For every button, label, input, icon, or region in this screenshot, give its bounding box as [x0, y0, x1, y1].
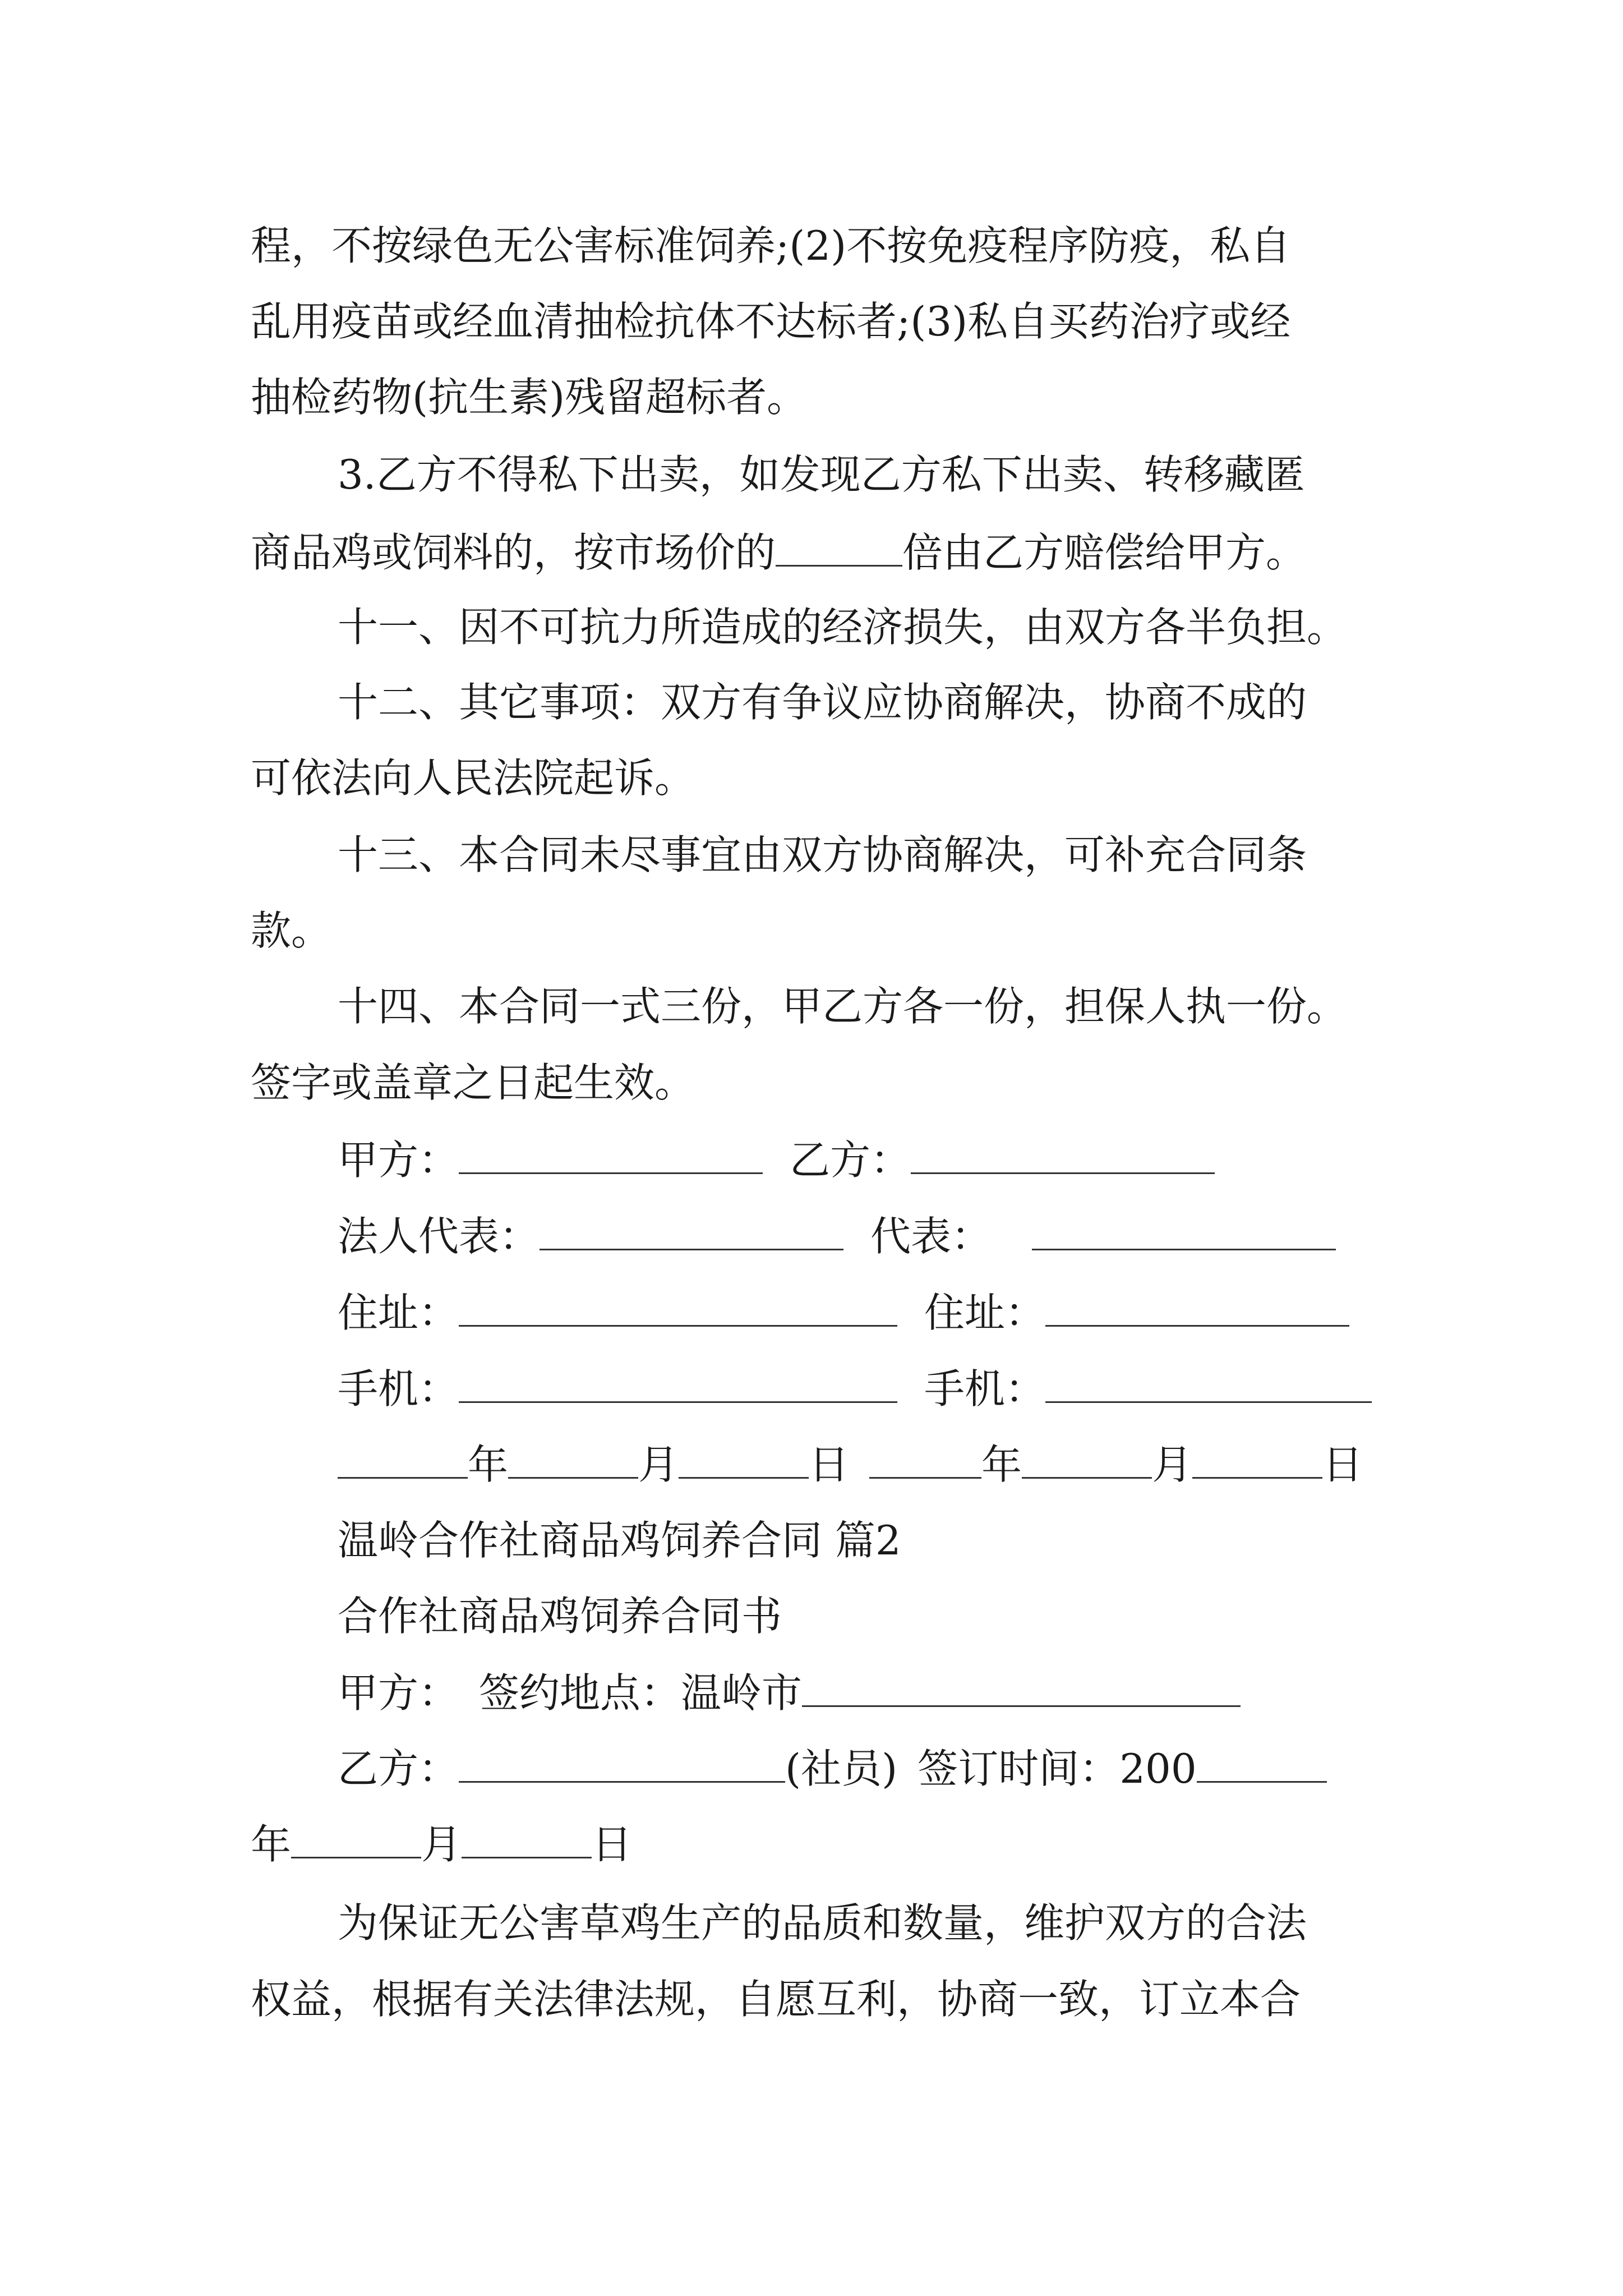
party-a-label: 甲方：: [338, 1669, 459, 1717]
year-label: 年: [251, 1821, 292, 1868]
party-b-label: 乙方：: [338, 1745, 459, 1792]
text-line: 程，不按绿色无公害标准饲养;(2)不按免疫程序防疫，私自: [251, 222, 1291, 269]
text-line: 抽检药物(抗生素)残留超标者。: [251, 374, 808, 421]
text-line: 可依法向人民法院起诉。: [251, 754, 695, 802]
month-blank: [291, 1818, 421, 1858]
text-line: 十二、其它事项：双方有争议应协商解决，协商不成的: [338, 679, 1307, 726]
signature-row: [338, 1133, 1215, 1185]
legal-rep-label: 法人代表：: [338, 1213, 540, 1260]
year-blank: [1197, 1742, 1327, 1783]
address-a-label: 住址：: [338, 1289, 459, 1336]
party-a-label: 甲方：: [338, 1137, 459, 1184]
month-b-blank: [1022, 1438, 1152, 1479]
phone-a-label: 手机：: [338, 1365, 459, 1412]
day-label: 日: [592, 1821, 633, 1868]
date-row: [338, 1438, 1363, 1489]
month-a-label: 月: [638, 1441, 679, 1488]
place-blank: [802, 1666, 1241, 1707]
year-a-blank: [338, 1438, 468, 1479]
party-b-blank: [459, 1742, 785, 1783]
year-a-label: 年: [468, 1441, 509, 1488]
signature-row: [338, 1286, 1349, 1337]
text-line: 3.乙方不得私下出卖，如发现乙方私下出卖、转移藏匿: [338, 451, 1305, 498]
signature-row: [338, 1362, 1372, 1414]
day-b-label: 日: [1322, 1441, 1363, 1488]
text-line: 十三、本合同未尽事宜由双方协商解决，可补充合同条: [338, 831, 1307, 878]
time-label: 签订时间：200: [917, 1745, 1197, 1792]
date-row: [251, 1818, 632, 1869]
text-line: 签字或盖章之日起生效。: [251, 1059, 695, 1106]
address-b-blank: [1045, 1286, 1349, 1327]
document-subtitle: 合作社商品鸡饲养合同书: [338, 1593, 782, 1640]
text-segment: 商品鸡或饲料的，按市场价的: [251, 529, 776, 576]
month-label: 月: [421, 1821, 462, 1868]
year-b-blank: [869, 1438, 981, 1479]
text-line: [251, 526, 1306, 577]
month-b-label: 月: [1152, 1441, 1193, 1488]
text-line: 为保证无公害草鸡生产的品质和数量，维护双方的合法: [338, 1899, 1307, 1947]
day-blank: [462, 1818, 592, 1858]
address-a-blank: [459, 1286, 897, 1327]
text-line: 十四、本合同一式三份，甲乙方各一份，担保人执一份。: [338, 983, 1348, 1030]
party-b-label: 乙方：: [790, 1137, 911, 1184]
place-label: 签约地点：温岭市: [479, 1669, 803, 1717]
address-b-label: 住址：: [924, 1289, 1046, 1336]
phone-b-label: 手机：: [924, 1365, 1046, 1412]
day-a-label: 日: [809, 1441, 850, 1488]
blank-multiplier: [776, 526, 902, 567]
text-segment: 倍由乙方赔偿给甲方。: [902, 529, 1307, 576]
rep-blank: [1032, 1209, 1336, 1250]
text-line: 乱用疫苗或经血清抽检抗体不达标者;(3)私自买药治疗或经: [251, 298, 1291, 345]
party-a-blank: [459, 1133, 763, 1174]
rep-label: 代表：: [870, 1213, 992, 1260]
member-label: (社员): [785, 1745, 898, 1792]
party-b-blank: [911, 1133, 1215, 1174]
contract-header-row: [338, 1666, 1241, 1718]
day-b-blank: [1192, 1438, 1322, 1479]
text-line: 十一、因不可抗力所造成的经济损失，由双方各半负担。: [338, 604, 1348, 651]
text-line: 权益，根据有关法律法规，自愿互利，协商一致，订立本合: [251, 1976, 1301, 2023]
section-title: 温岭合作社商品鸡饲养合同 篇2: [338, 1517, 901, 1564]
day-a-blank: [679, 1438, 809, 1479]
signature-row: [338, 1209, 1336, 1261]
year-b-label: 年: [981, 1441, 1022, 1488]
month-a-blank: [508, 1438, 638, 1479]
text-line: 款。: [251, 907, 332, 954]
legal-rep-blank: [540, 1209, 843, 1250]
phone-b-blank: [1045, 1362, 1372, 1403]
contract-header-row: [338, 1742, 1327, 1793]
phone-a-blank: [459, 1362, 897, 1403]
